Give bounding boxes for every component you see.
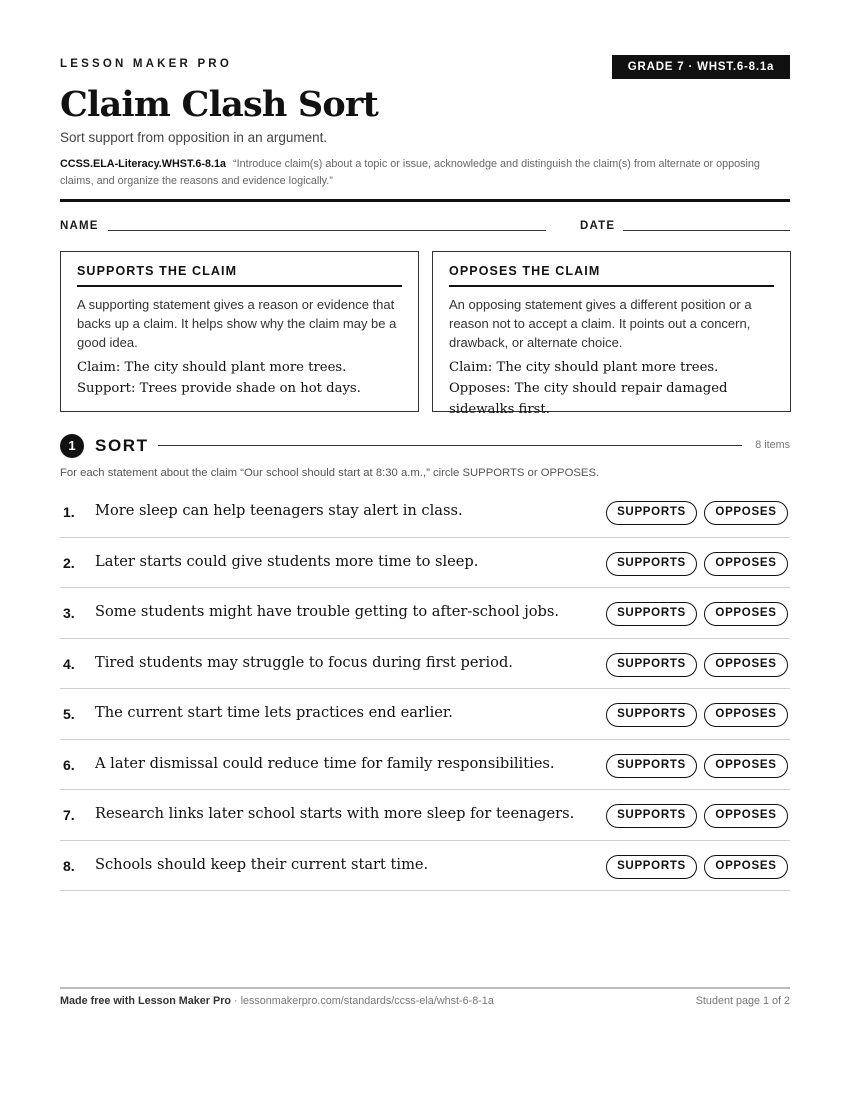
footer-divider (60, 987, 790, 989)
section-title: SORT (95, 436, 149, 455)
name-label: NAME (60, 220, 99, 232)
item-statement: Research links later school starts with more sleep for teenagers. (95, 805, 575, 822)
item-number: 8. (63, 857, 75, 874)
date-field[interactable] (623, 230, 790, 231)
sort-item (60, 538, 790, 589)
item-number: 4. (63, 655, 75, 672)
sort-item (60, 790, 790, 841)
supports-definition-box (60, 251, 419, 412)
grade-badge: GRADE 7 · WHST.6-8.1a (612, 55, 790, 79)
opposes-example: Claim: The city should plant more trees. Opposes: The city should repair damaged sidewalks first. (449, 360, 728, 417)
opposes-choice[interactable]: OPPOSES (704, 653, 788, 677)
sort-items-list (60, 487, 790, 891)
standard-code: CCSS.ELA-Literacy.WHST.6-8.1a (60, 158, 226, 170)
opposes-choice[interactable]: OPPOSES (704, 804, 788, 828)
supports-choice[interactable]: SUPPORTS (606, 602, 697, 626)
opposes-definition-box (432, 251, 791, 417)
supports-choice[interactable]: SUPPORTS (606, 754, 697, 778)
footer-made-with: Made free with Lesson Maker Pro (60, 995, 231, 1007)
opposes-choice[interactable]: OPPOSES (704, 501, 788, 525)
page-indicator: Student page 1 of 2 (695, 995, 790, 1007)
opposes-heading: OPPOSES THE CLAIM (449, 264, 774, 287)
item-statement: Tired students may struggle to focus during first period. (95, 653, 513, 671)
item-number: 6. (63, 756, 75, 773)
item-number: 7. (63, 807, 75, 823)
opposes-choice[interactable]: OPPOSES (704, 552, 788, 576)
opposes-choice[interactable]: OPPOSES (704, 855, 788, 879)
opposes-choice[interactable]: OPPOSES (704, 602, 788, 626)
sort-item (60, 841, 790, 892)
standard-text: “Introduce claim(s) about a topic or issue, acknowledge and distinguish the claim(s) from alternate or opposing claims, and organize the reasons and evidence logically.” (60, 158, 760, 187)
supports-choice[interactable]: SUPPORTS (606, 703, 697, 727)
supports-heading: SUPPORTS THE CLAIM (77, 264, 402, 287)
sort-item (60, 740, 790, 791)
item-count: 8 items (755, 439, 790, 451)
item-number: 3. (63, 605, 75, 621)
footer-link[interactable]: · lessonmakerpro.com/standards/ccss-ela/whst-6-8-1a (231, 995, 494, 1007)
opposes-choice[interactable]: OPPOSES (704, 754, 788, 778)
date-label: DATE (580, 220, 616, 232)
standard-description (60, 156, 770, 189)
item-statement: A later dismissal could reduce time for family responsibilities. (95, 754, 555, 772)
item-statement: Some students might have trouble getting to after-school jobs. (95, 603, 559, 620)
page-title: Claim Clash Sort (60, 84, 378, 125)
section-divider (158, 445, 742, 446)
supports-choice[interactable]: SUPPORTS (606, 501, 697, 525)
item-number: 5. (63, 706, 75, 722)
opposes-choice[interactable]: OPPOSES (704, 703, 788, 727)
item-number: 1. (63, 504, 75, 520)
page-subtitle: Sort support from opposition in an argument. (60, 130, 328, 145)
sort-item (60, 689, 790, 740)
supports-choice[interactable]: SUPPORTS (606, 855, 697, 879)
name-field[interactable] (108, 230, 546, 231)
supports-choice[interactable]: SUPPORTS (606, 653, 697, 677)
sort-item (60, 487, 790, 538)
item-statement: More sleep can help teenagers stay alert in class. (95, 502, 463, 519)
item-statement: Schools should keep their current start time. (95, 855, 429, 873)
supports-definition: A supporting statement gives a reason or evidence that backs up a claim. It helps show why the claim may be a good idea. (77, 297, 397, 350)
item-statement: The current start time lets practices end earlier. (95, 704, 453, 721)
supports-choice[interactable]: SUPPORTS (606, 552, 697, 576)
brand-name: LESSON MAKER PRO (60, 58, 232, 70)
header-divider (60, 199, 790, 202)
opposes-definition: An opposing statement gives a different position or a reason not to accept a claim. It points out a concern, drawback, or alternate choice. (449, 297, 752, 350)
footer-credit (60, 995, 494, 1007)
item-statement: Later starts could give students more time to sleep. (95, 552, 479, 570)
sort-item (60, 639, 790, 690)
instructions: For each statement about the claim “Our school should start at 8:30 a.m.,” circle SUPPORTS or OPPOSES. (60, 467, 600, 479)
supports-example: Claim: The city should plant more trees. Support: Trees provide shade on hot days. (77, 360, 361, 396)
sort-item (60, 588, 790, 639)
section-number-badge: 1 (60, 434, 84, 458)
supports-choice[interactable]: SUPPORTS (606, 804, 697, 828)
item-number: 2. (63, 554, 75, 571)
